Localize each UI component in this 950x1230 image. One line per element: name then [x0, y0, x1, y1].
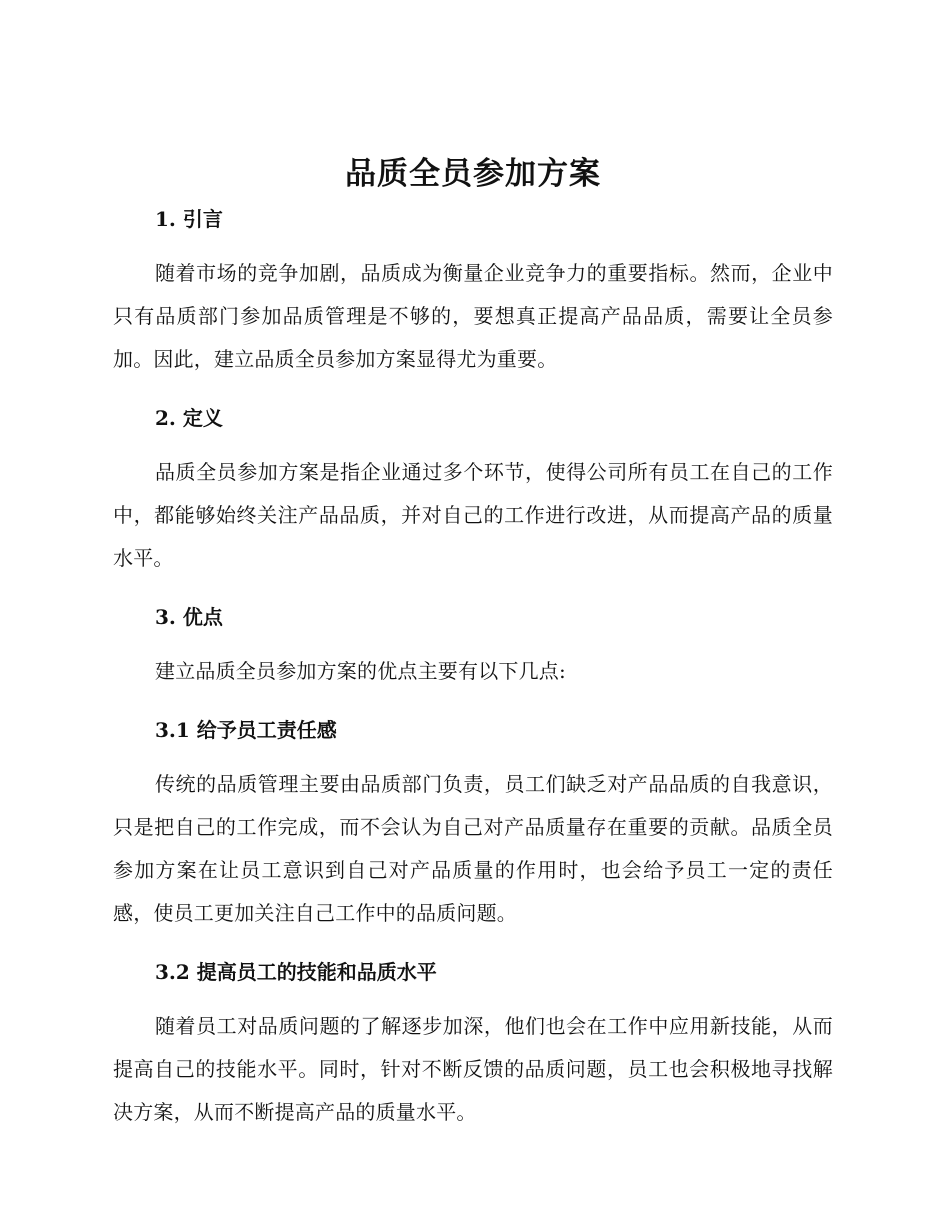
section-responsibility: [113, 715, 833, 935]
section-paragraph: 品质全员参加方案是指企业通过多个环节，使得公司所有员工在自己的工作中，都能够始终关注产品品质，并对自己的工作进行改进，从而提高产品的质量水平。: [113, 460, 833, 570]
section-skills: [113, 957, 833, 1134]
section-paragraph: 传统的品质管理主要由品质部门负责，员工们缺乏对产品品质的自我意识，只是把自己的工作完成，而不会认为自己对产品质量存在重要的贡献。品质全员参加方案在让员工意识到自己对产品质量的作用时，也会给予员工一定的责任感，使员工更加关注自己工作中的品质问题。: [113, 772, 833, 925]
document-title: 品质全员参加方案: [345, 156, 601, 192]
section-definition: [113, 403, 833, 580]
section-heading: 1. 引言: [155, 207, 223, 231]
section-paragraph: 建立品质全员参加方案的优点主要有以下几点:: [155, 659, 566, 683]
section-heading: 3. 优点: [155, 605, 223, 629]
section-heading: 3.2 提高员工的技能和品质水平: [155, 960, 437, 984]
section-heading: 2. 定义: [155, 406, 223, 430]
section-heading: 3.1 给予员工责任感: [155, 718, 337, 742]
section-introduction: [113, 204, 833, 381]
section-paragraph: 随着市场的竞争加剧，品质成为衡量企业竞争力的重要指标。然而，企业中只有品质部门参加品质管理是不够的，要想真正提高产品品质，需要让全员参加。因此，建立品质全员参加方案显得尤为重要。: [113, 261, 833, 371]
section-advantages: [113, 602, 833, 693]
document-page: [113, 148, 833, 1134]
section-paragraph: 随着员工对品质问题的了解逐步加深，他们也会在工作中应用新技能，从而提高自己的技能水平。同时，针对不断反馈的品质问题，员工也会积极地寻找解决方案，从而不断提高产品的质量水平。: [113, 1014, 833, 1124]
